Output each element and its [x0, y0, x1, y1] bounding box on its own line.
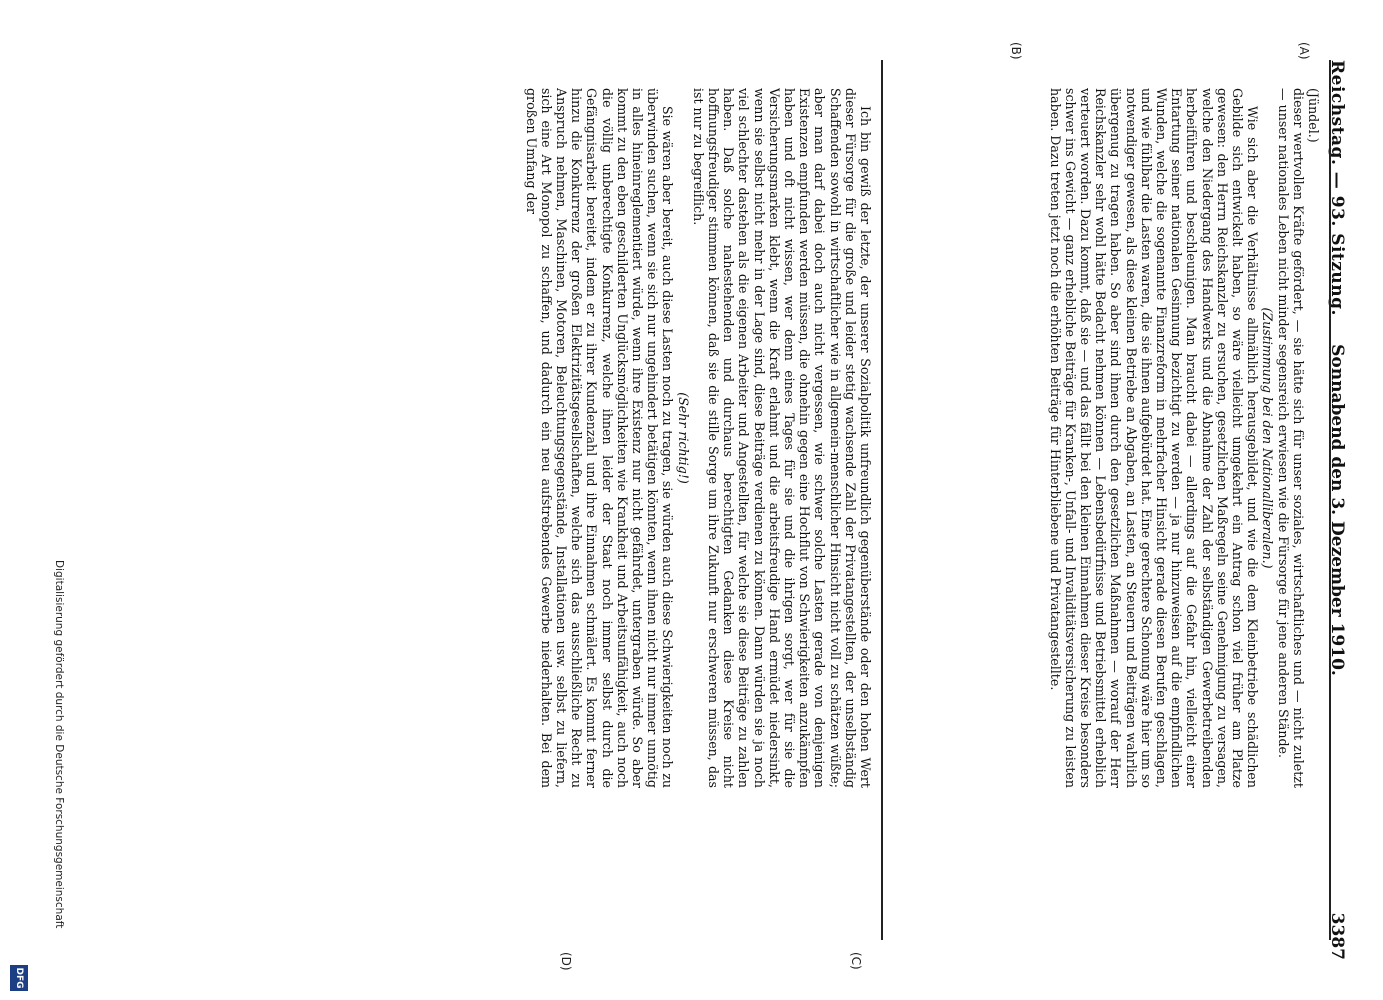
margin-marker-b: (B) — [1009, 42, 1023, 60]
digitization-credit: Digitalisierung gefördert durch die Deutsche Forschungsgemeinschaft — [53, 560, 65, 929]
speaker-name: (Jündel.) — [1306, 88, 1321, 143]
header-date: Sonnabend den 3. Dezember 1910. — [1327, 344, 1347, 676]
margin-marker-a: (A) — [1297, 42, 1311, 60]
margin-marker-c: (C) — [849, 952, 863, 970]
paragraph: dieser wertvollen Kräfte gefördert, — sie hätte sich für unser soziales, wirtschaftliches und — nicht zuletzt — unser nationales Leben nicht minder segensreich erwiesen wie die Fürsorge für jene anderen Stände. — [1275, 88, 1306, 788]
paragraph: Sie wären aber bereit, auch diese Lasten noch zu tragen, sie würden auch diese Schwierigkeiten noch zu überwinden suchen, wenn sie sich nur ungehindert betätigen könnten, wenn ihnen nicht nur immer unnötig in alles hineinreglementiert würde, wenn ihre Existenz nur nicht gefährdet, untergraben würde. So aber kommt zu den eben geschilderten Unglücksmöglichkeiten wie Krankheit und Arbeitsunfähigkeit, auch noch die völlig unberechtigte Konkurrenz, welche ihnen leider der Staat noch immer selbst durch die Gefängnisarbeit bereitet, indem er zu ihrer Kundenzahl und ihre Einnahmen schmälert. Es kommt ferner hinzu die Konkurrenz der großen Elektrizitätsgesellschaften, welche sich das ausschließliche Recht zu Anspruch nehmen, Maschinen, Motoren, Beleuchtungsgegenstände, Installationen usw. selbst zu liefern, sich eine Art Monopol zu schaffen, und dadurch ein neu aufstrebendes Gewerbe niederhalten. Bei dem großen Umfang der — [523, 88, 676, 788]
margin-marker-d: (D) — [559, 952, 573, 971]
dfg-logo: DFG — [10, 965, 28, 991]
paragraph: Ich bin gewiß der letzte, der unserer Sozialpolitik unfreundlich gegenüberstände oder den hohen Wert dieser Fürsorge für die große und leider stetig wachsende Zahl der Privatangestellten, der unselbständig Schaffenden sowohl in wirtschaftlicher wie in allgemein-menschlicher Hinsicht nicht voll zu schätzen wüßte; aber man darf dabei doch auch nicht vergessen, wie schwer solche Lasten gerade von denjenigen Existenzen empfunden werden müssen, die ohnehin gegen eine Hochflut von Schwierigkeiten anzukämpfen haben und oft nicht wissen, wer denn eines Tages für sie und die ihrigen sorgt, wer für sie die Versicherungsmarken klebt, wenn die Kraft erlahmt und die arbeitsfreudige Hand ermüdet niedersinkt, wenn sie selbst nicht mehr in der Lage sind, diese Beiträge verdienen zu können. Dann würden sie ja noch viel schlechter dastehen als die eigenen Arbeiter und Angestellten, für welche sie diese Beiträge zu zahlen haben. Daß solche nahestehenden und durchaus berechtigten Gedanken diese Kreise nicht hoffnungsfreudiger stimmen können, daß sie die stille Sorge um ihre Zukunft nur erschweren müssen, das ist nur zu begreiflich. — [690, 88, 873, 788]
header-left: Reichstag. — 93. Sitzung. — [1327, 60, 1347, 316]
paragraph: Wie sich aber die Verhältnisse allmählich herausgebildet, und wie die dem Kleinbetriebe schädlichen Gebilde sich entwickelt haben, so wäre vielleicht umgekehrt ein Antrag schon viel früher am Platze gewesen: den Herrn Reichskanzler zu ersuchen, gesetzlichen Maßregeln seine Genehmigung zu versagen, welche den Niedergang des Handwerks und die Abnahme der Zahl der selbständigen Gewerbetreibenden herbeiführen und beschleunigen. Man braucht dabei — allerdings auf die Gefahr hin, vielleicht einer Entartung seiner nationalen Gesinnung bezichtigt zu werden — ja nur hinzuweisen auf die empfindlichen Wunden, welche die sogenannte Finanzreform in mehrfacher Hinsicht gerade diesen Berufen geschlagen, und wie fühlbar die Lasten waren, die sie ihnen aufgebürdet hat. Eine gerechtere Schonung wäre hier um so notwendiger gewesen, als diese kleinen Betriebe an Abgaben, an Lasten, an Steuern und Beiträgen wahrlich übergenug zu tragen haben. So aber sind ihnen durch den gesetzlichen Maßnahmen — worauf der Herr Reichskanzler sehr wohl hätte Bedacht nehmen können — Lebensbedürfnisse und Betriebsmittel erheblich verteuert worden. Dazu kommt, daß sie — und das fällt bei den kleinen Einnahmen dieser Kreise besonders schwer ins Gewicht — ganz erhebliche Beiträge für Kranken-, Unfall- und Invaliditätsversicherung zu leisten haben. Dazu treten jetzt noch die erhöhten Beiträge für Hinterbliebene und Privatangestellte. — [1047, 88, 1261, 788]
header-rule — [1329, 60, 1331, 940]
page-header — [1329, 60, 1369, 960]
text-column-left — [891, 88, 1321, 788]
interjection: (Zustimmung bei den Nationalliberalen.) — [1260, 307, 1276, 569]
column-divider — [881, 60, 883, 940]
page-number: 3387 — [1327, 912, 1347, 960]
interjection: (Sehr richtig!) — [675, 392, 691, 484]
text-column-right — [373, 88, 873, 788]
